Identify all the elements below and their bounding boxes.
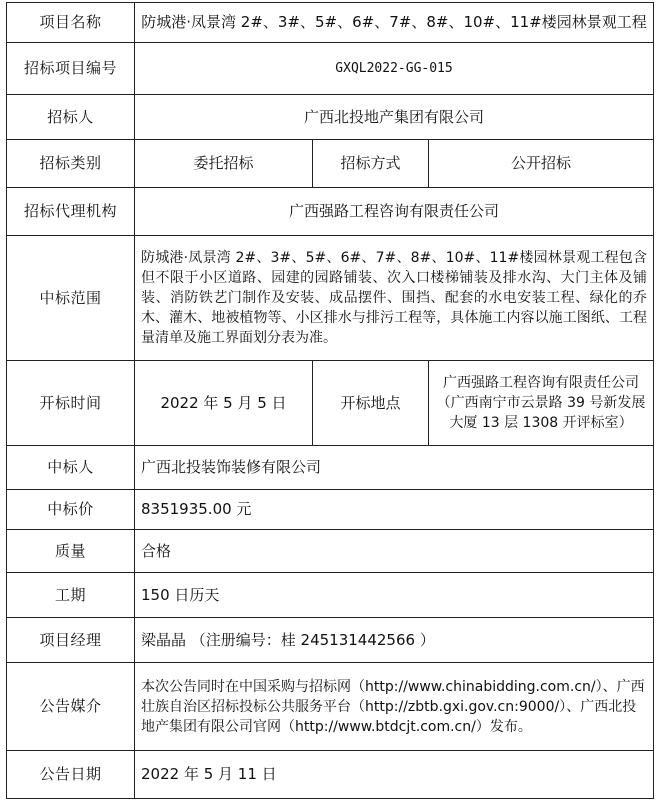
value-price: 8351935.00 元 [135,490,654,530]
row-duration [7,573,654,618]
row-agency [7,188,654,236]
row-project-name [7,3,654,43]
row-winner [7,446,654,490]
label-agency: 招标代理机构 [7,188,135,236]
label-project-name: 项目名称 [7,3,135,43]
value-project-name: 防城港·凤景湾 2#、3#、5#、6#、7#、8#、10#、11#楼园林景观工程 [135,3,654,43]
label-tender-method: 招标方式 [313,140,429,188]
value-opening-place: 广西强路工程咨询有限责任公司（广西南宁市云景路 39 号新发展大厦 13 层 1308 开评标室） [429,361,654,446]
value-agency: 广西强路工程咨询有限责任公司 [135,188,654,236]
label-media: 公告媒介 [7,663,135,751]
value-date: 2022 年 5 月 11 日 [135,751,654,799]
row-tender-type [7,140,654,188]
label-date: 公告日期 [7,751,135,799]
value-scope: 防城港·凤景湾 2#、3#、5#、6#、7#、8#、10#、11#楼园林景观工程包含但不限于小区道路、园建的园路铺装、次入口楼梯铺装及排水沟、大门主体及铺装、消防铁艺门制作及安装、成品摆件、围挡、配套的水电安装工程、绿化的乔木、灌木、地被植物等、小区排水与排污工程等，具体施工内容以施工图纸、工程量清单及施工界面划分表为准。 [135,236,654,361]
row-media [7,663,654,751]
row-price [7,490,654,530]
value-manager: 梁晶晶 （注册编号：桂 245131442566 ） [135,618,654,663]
value-duration: 150 日历天 [135,573,654,618]
label-winner: 中标人 [7,446,135,490]
row-scope [7,236,654,361]
row-manager [7,618,654,663]
row-tender-number [7,43,654,95]
label-tenderer: 招标人 [7,95,135,140]
label-tender-type: 招标类别 [7,140,135,188]
label-price: 中标价 [7,490,135,530]
label-quality: 质量 [7,530,135,573]
value-quality: 合格 [135,530,654,573]
row-tenderer [7,95,654,140]
value-tenderer: 广西北投地产集团有限公司 [135,95,654,140]
tender-result-table [6,2,654,799]
value-tender-type: 委托招标 [135,140,313,188]
value-media: 本次公告同时在中国采购与招标网（http://www.chinabidding.com.cn/）、广西壮族自治区招标投标公共服务平台（http://zbtb.gxi.gov.cn:9000/）、广西北投地产集团有限公司官网（http://www.btdcjt.com.cn/）发布。 [135,663,654,751]
value-tender-method: 公开招标 [429,140,654,188]
row-opening [7,361,654,446]
label-manager: 项目经理 [7,618,135,663]
label-opening-place: 开标地点 [313,361,429,446]
label-opening-time: 开标时间 [7,361,135,446]
label-tender-number: 招标项目编号 [7,43,135,95]
label-scope: 中标范围 [7,236,135,361]
value-opening-time: 2022 年 5 月 5 日 [135,361,313,446]
label-duration: 工期 [7,573,135,618]
row-quality [7,530,654,573]
value-tender-number: GXQL2022-GG-015 [135,43,654,95]
value-winner: 广西北投装饰装修有限公司 [135,446,654,490]
row-date [7,751,654,799]
